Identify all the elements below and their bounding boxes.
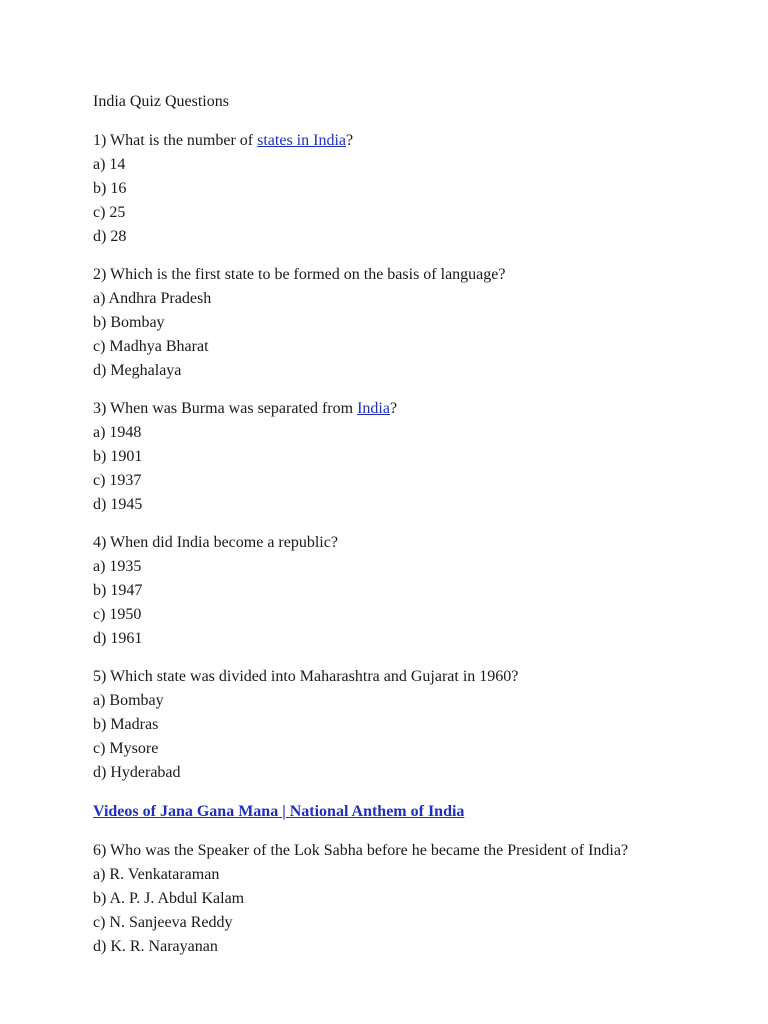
question-text-part: ?	[389, 400, 398, 417]
question-text-part: When was Burma was separated from	[110, 400, 358, 417]
question-1	[93, 128, 693, 249]
question-text-part: Which state was divided into Maharashtra and Gujarat in 1960?	[110, 668, 519, 685]
option-c: c) Mysore	[93, 740, 159, 757]
option-c: c) Madhya Bharat	[93, 338, 209, 355]
option-b: b) Bombay	[93, 314, 165, 331]
question-number: 1)	[93, 132, 107, 149]
question-6	[93, 838, 693, 959]
document-page	[93, 90, 693, 972]
question-number: 3)	[93, 400, 107, 417]
question-5	[93, 664, 693, 785]
question-text	[93, 664, 693, 689]
option-a: a) Bombay	[93, 692, 164, 709]
question-text-part: Which is the first state to be formed on the basis of language?	[110, 266, 506, 283]
question-text-part: ?	[346, 132, 354, 149]
option-c: c) 1937	[93, 472, 142, 489]
question-number: 5)	[93, 668, 107, 685]
document-title: India Quiz Questions	[93, 93, 229, 110]
question-text-part: What is the number of	[110, 132, 258, 149]
question-text	[93, 838, 658, 863]
question-text	[93, 262, 693, 287]
states-in-india-link[interactable]: states in India	[257, 132, 346, 149]
option-d: d) K. R. Narayanan	[93, 938, 218, 955]
question-text-part: When did India become a republic?	[110, 534, 338, 551]
question-number: 6)	[93, 842, 107, 859]
question-text-part: Who was the Speaker of the Lok Sabha before he became the President of India?	[110, 842, 629, 859]
question-3	[93, 396, 693, 517]
option-b: b) A. P. J. Abdul Kalam	[93, 890, 245, 907]
national-anthem-videos-link[interactable]: Videos of Jana Gana Mana | National Anthem of India	[93, 803, 465, 820]
option-a: a) 14	[93, 156, 126, 173]
option-d: d) 1945	[93, 496, 143, 513]
option-a: a) Andhra Pradesh	[93, 290, 212, 307]
option-c: c) 25	[93, 204, 126, 221]
option-c: c) N. Sanjeeva Reddy	[93, 914, 233, 931]
option-d: d) 1961	[93, 630, 143, 647]
option-b: b) 1901	[93, 448, 143, 465]
option-d: d) Hyderabad	[93, 764, 181, 781]
section-link-paragraph	[93, 798, 693, 824]
option-b: b) 16	[93, 180, 127, 197]
option-d: d) Meghalaya	[93, 362, 182, 379]
option-b: b) Madras	[93, 716, 159, 733]
option-b: b) 1947	[93, 582, 143, 599]
question-number: 4)	[93, 534, 107, 551]
question-text	[93, 530, 693, 555]
question-number: 2)	[93, 266, 107, 283]
india-link[interactable]: India	[357, 400, 390, 417]
question-2	[93, 262, 693, 383]
question-text	[93, 396, 693, 421]
question-4	[93, 530, 693, 651]
option-a: a) 1948	[93, 424, 142, 441]
option-a: a) 1935	[93, 558, 142, 575]
option-d: d) 28	[93, 228, 127, 245]
option-c: c) 1950	[93, 606, 142, 623]
question-text	[93, 128, 693, 153]
option-a: a) R. Venkataraman	[93, 866, 220, 883]
